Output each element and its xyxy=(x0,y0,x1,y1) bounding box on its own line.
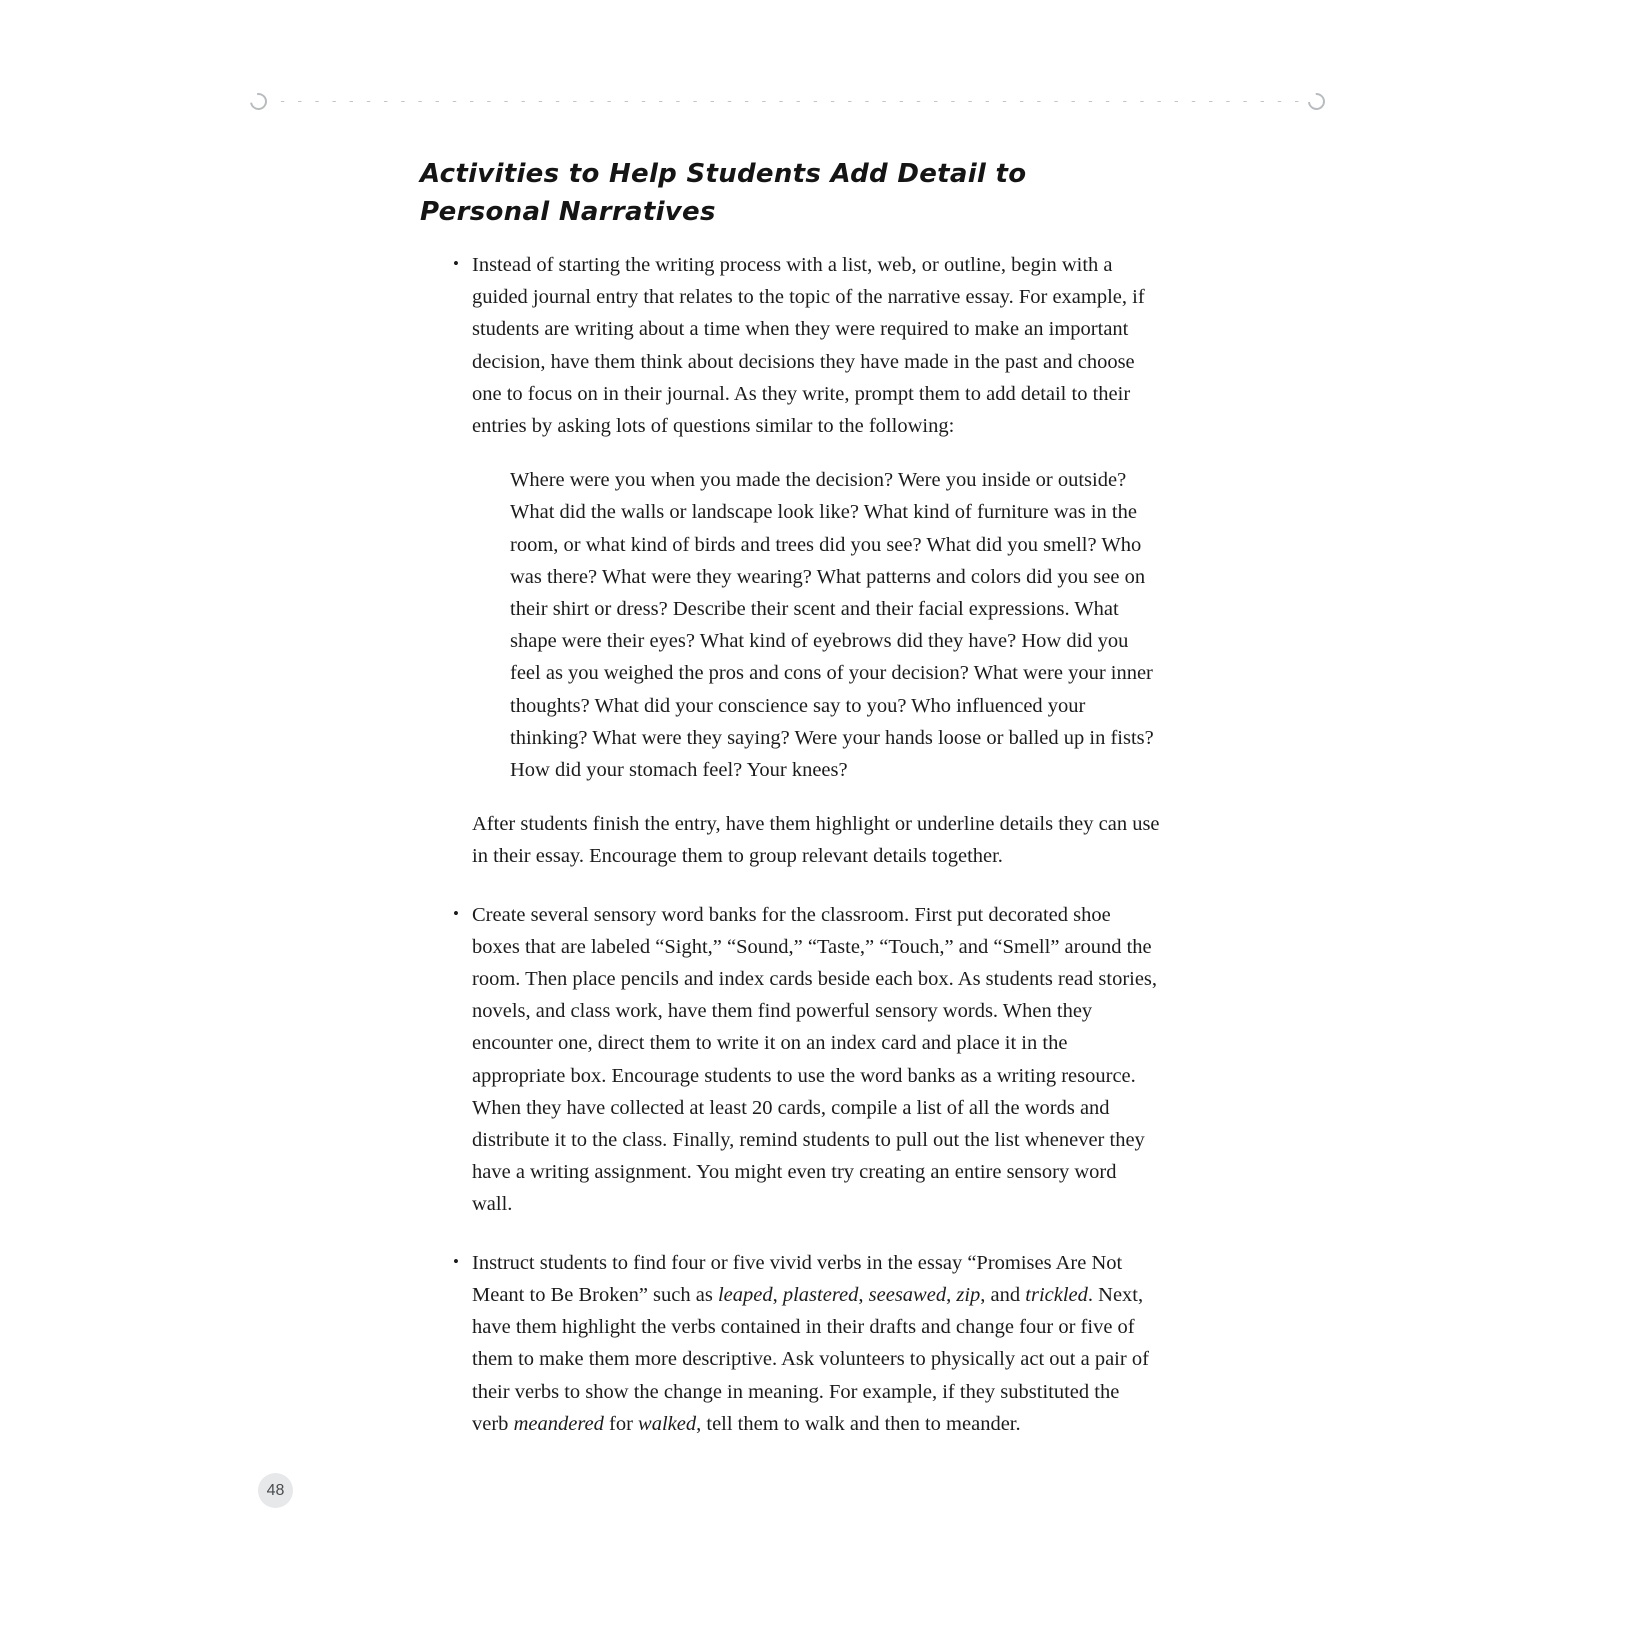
text-run: , and xyxy=(980,1283,1026,1306)
quoted-questions-block: Where were you when you made the decision? Were you inside or outside? What did the walls or landscape look like? What kind of furniture was in the room, or what kind of birds and trees did you see? What did you smell? Who was there? What were they wearing? What patterns and colors did you see on their shirt or dress? Describe their scent and their facial expressions. What shape were their eyes? What kind of eyebrows did they have? How did you feel as you weighed the pros and cons of your decision? What were your inner thoughts? What did your conscience say to you? Who influenced your thinking? What were they saying? Were your hands loose or balled up in fists? How did your stomach feel? Your knees? xyxy=(510,469,1154,782)
italic-verb: walked xyxy=(638,1412,697,1435)
list-item xyxy=(420,899,1160,1221)
text-run: , xyxy=(858,1283,869,1306)
decorative-dotted-rule xyxy=(250,88,1325,114)
page-title-line-2: Personal Narratives xyxy=(420,197,716,227)
bullet-paragraph: Instead of starting the writing process with a list, web, or outline, begin with a guided journal entry that relates to the topic of the narrative essay. For example, if students are writing about a time when they were required to make an important decision, have them think about decisions they have made in the past and choose one to focus on in their journal. As they write, prompt them to add detail to their entries by asking lots of questions similar to the following: xyxy=(472,254,1145,438)
text-run: for xyxy=(603,1412,639,1435)
list-item xyxy=(420,249,1160,873)
italic-verb: meandered xyxy=(513,1412,604,1435)
activities-list xyxy=(420,249,1160,1440)
bullet-paragraph-rich xyxy=(472,1252,1149,1435)
italic-verb: plastered xyxy=(782,1283,859,1306)
bullet-paragraph: Create several sensory word banks for the classroom. First put decorated shoe boxes that are labeled “Sight,” “Sound,” “Taste,” “Touch,” and “Smell” around the room. Then place pencils and index cards beside each box. As students read stories, novels, and class work, have them find powerful sensory words. When they encounter one, direct them to write it on an index card and place it in the appropriate box. Encourage students to use the word banks as a writing resource. When they have collected at least 20 cards, compile a list of all the words and distribute it to the class. Finally, remind students to pull out the list whenever they have a writing assignment. You might even try creating an entire sensory word wall. xyxy=(472,903,1158,1216)
text-run: Instruct students to find four or five vivid verbs in the essay “Promises Are Not Meant to Be Broken” such as xyxy=(472,1251,1123,1306)
page-content xyxy=(420,155,1160,1466)
rule-end-left-icon xyxy=(247,89,271,113)
text-run: , xyxy=(946,1283,957,1306)
italic-verb: trickled xyxy=(1025,1283,1088,1306)
rule-dots xyxy=(274,99,1301,104)
text-run: . Next, have them highlight the verbs contained in their drafts and change four or five of them to make them more descriptive. Ask volunteers to physically act out a pair of their verbs to show the change in meaning. For example, if they substituted the verb xyxy=(472,1283,1149,1435)
rule-end-right-icon xyxy=(1305,89,1329,113)
text-run: , xyxy=(772,1283,783,1306)
italic-verb: seesawed xyxy=(868,1283,947,1306)
page-title xyxy=(420,155,1160,231)
italic-verb: zip xyxy=(956,1283,981,1306)
page-title-line-1: Activities to Help Students Add Detail to xyxy=(420,159,1027,189)
list-item xyxy=(420,1247,1160,1440)
bullet-followup-paragraph: After students finish the entry, have them highlight or underline details they can use in their essay. Encourage them to group relevant details together. xyxy=(472,813,1160,868)
text-run: , tell them to walk and then to meander. xyxy=(696,1412,1021,1435)
page-number: 48 xyxy=(258,1473,293,1508)
italic-verb: leaped xyxy=(717,1283,773,1306)
